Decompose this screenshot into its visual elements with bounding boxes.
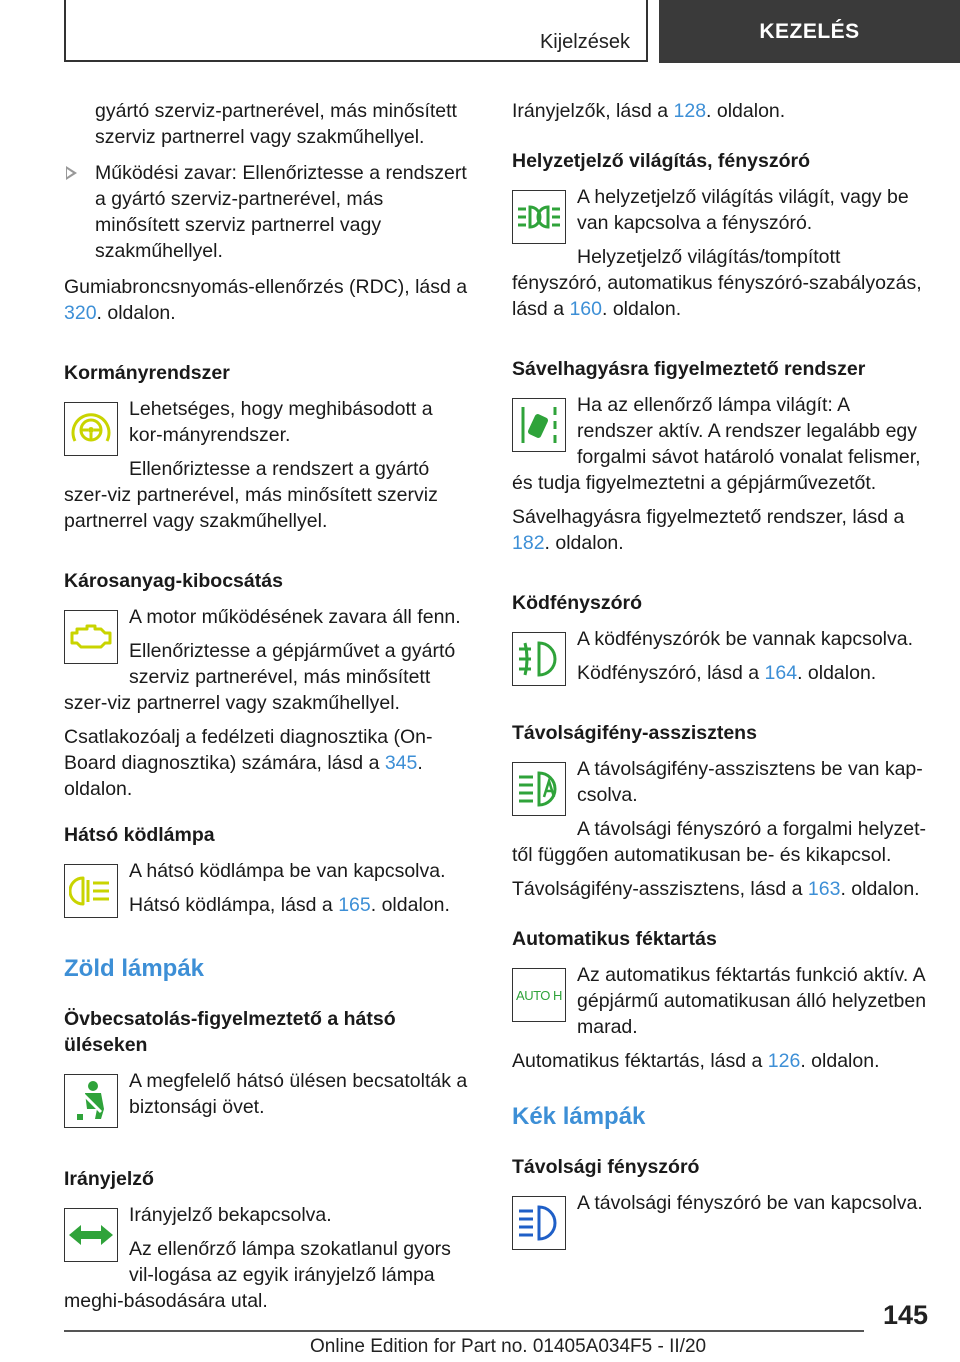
parking-text-1: A helyzetjelző világítás világít, vagy be van kapcsolva a fényszóró. bbox=[577, 186, 909, 234]
steering-warning-icon bbox=[64, 402, 118, 456]
hba-reference bbox=[512, 876, 930, 902]
highbeam-heading: Távolsági fényszóró bbox=[512, 1156, 700, 1178]
turn-reference bbox=[512, 98, 930, 124]
rear-fog-text-1: A hátsó ködlámpa be van kapcsolva. bbox=[129, 860, 446, 882]
emission-text-2: Ellenőriztesse a gépjárművet a gyártó szerviz partnerével, más minősített szer-viz partnerrel vagy szakműhellyel. bbox=[64, 640, 456, 714]
parking-entry bbox=[512, 184, 930, 322]
turn-text-2: Az ellenőrző lámpa szokatlanul gyors vil-logása az egyik irányjelző lámpa meghi-básodására utal. bbox=[64, 1238, 451, 1312]
autoh-entry bbox=[512, 962, 930, 1040]
rdc-reference bbox=[64, 274, 470, 326]
fog-page-link[interactable]: 164 bbox=[764, 662, 798, 684]
fog-ref-text: Ködfényszóró, lásd a bbox=[577, 662, 765, 684]
rear-fog-heading: Hátsó ködlámpa bbox=[64, 824, 215, 846]
parking-reference bbox=[512, 244, 930, 322]
lane-heading: Sávelhagyásra figyelmeztető rendszer bbox=[512, 358, 866, 380]
continued-text: gyártó szerviz-partnerével, más minősített szerviz partnerrel vagy szakműhellyel. bbox=[95, 100, 457, 148]
autoh-ref-end: . oldalon. bbox=[800, 1050, 880, 1072]
parking-page-link[interactable]: 160 bbox=[569, 298, 602, 320]
turn-page-link[interactable]: 128 bbox=[673, 100, 707, 122]
belt-entry bbox=[64, 1068, 470, 1120]
seatbelt-icon bbox=[64, 1074, 118, 1128]
fog-entry bbox=[512, 626, 930, 686]
obd-text: Csatlakozóalj a fedélzeti diagnosztika (On-Board diagnosztika) számára, lásd a bbox=[64, 726, 433, 774]
steering-heading: Kormányrendszer bbox=[64, 362, 230, 384]
parking-heading: Helyzetjelző világítás, fényszóró bbox=[512, 150, 811, 172]
rear-fog-page-link[interactable]: 165 bbox=[338, 894, 371, 916]
fog-heading: Ködfényszóró bbox=[512, 592, 643, 614]
turn-text-1: Irányjelző bekapcsolva. bbox=[129, 1204, 332, 1226]
rdc-page-link[interactable]: 320 bbox=[64, 302, 97, 324]
parking-light-icon bbox=[512, 190, 566, 244]
lane-page-link[interactable]: 182 bbox=[512, 532, 545, 554]
high-beam-icon bbox=[512, 1196, 566, 1250]
bullet-triangle-icon bbox=[66, 166, 77, 180]
auto-hold-icon-label: AUTO H bbox=[516, 987, 562, 1003]
lane-ref-text: Sávelhagyásra figyelmeztető rendszer, lásd a bbox=[512, 506, 905, 528]
footer-edition: Online Edition for Part no. 01405A034F5 - II/20 bbox=[310, 1336, 707, 1357]
turn-signal-icon bbox=[64, 1208, 118, 1262]
parking-ref-text: Helyzetjelző világítás/tompított fényszóró, automatikus fényszóró-szabályozás, lásd a bbox=[512, 246, 922, 320]
page-number: 145 bbox=[882, 1300, 928, 1330]
autoh-ref-text: Automatikus féktartás, lásd a bbox=[512, 1050, 768, 1072]
hba-heading: Távolságifény-asszisztens bbox=[512, 722, 757, 744]
fog-reference bbox=[512, 660, 930, 686]
hba-ref-text: Távolságifény-asszisztens, lásd a bbox=[512, 878, 808, 900]
rdc-text-end: . oldalon. bbox=[96, 302, 176, 324]
rear-fog-ref-text: Hátsó ködlámpa, lásd a bbox=[129, 894, 339, 916]
emission-entry bbox=[64, 604, 470, 716]
hba-ref-end: . oldalon. bbox=[840, 878, 920, 900]
rdc-text: Gumiabroncsnyomás-ellenőrzés (RDC), lásd a bbox=[64, 276, 468, 298]
highbeam-entry bbox=[512, 1190, 930, 1216]
rear-fog-icon bbox=[64, 864, 118, 918]
green-lamps-heading: Zöld lámpák bbox=[64, 955, 205, 982]
rear-fog-ref-end: . oldalon. bbox=[370, 894, 450, 916]
footer-rule bbox=[64, 1330, 864, 1332]
blue-lamps-heading: Kék lámpák bbox=[512, 1103, 646, 1130]
emission-text-1: A motor működésének zavara áll fenn. bbox=[129, 606, 461, 628]
bullet-text: Működési zavar: Ellenőriztesse a rendszert a gyártó szerviz-partnerével, más minősített szerviz partnerrel vagy szakműhellyel. bbox=[95, 162, 467, 262]
autoh-page-link[interactable]: 126 bbox=[767, 1050, 801, 1072]
steering-text-1: Lehetséges, hogy meghibásodott a kor-mányrendszer. bbox=[129, 398, 433, 446]
turn-entry bbox=[64, 1202, 470, 1314]
autoh-heading: Automatikus féktartás bbox=[512, 928, 717, 950]
autoh-reference bbox=[512, 1048, 930, 1074]
autoh-text-1: Az automatikus féktartás funkció aktív. A gépjármű automatikusan álló helyzetben marad. bbox=[577, 964, 927, 1038]
obd-text-end: . oldalon. bbox=[64, 752, 423, 800]
hba-text-2: A távolsági fényszóró a forgalmi helyzet-től függően automatikusan be- és kikapcsol. bbox=[512, 818, 927, 866]
hba-text-1: A távolságifény-asszisztens be van kap-csolva. bbox=[577, 758, 923, 806]
auto-hold-icon bbox=[512, 968, 566, 1022]
steering-text-2: Ellenőriztesse a rendszert a gyártó szer-viz partnerével, más minősített szerviz partnerrel vagy szakműhellyel. bbox=[64, 458, 438, 532]
front-fog-icon bbox=[512, 632, 566, 686]
header-section-title: Kijelzések bbox=[539, 31, 630, 53]
header-chapter-tab: KEZELÉS bbox=[659, 0, 960, 63]
turn-ref-text: Irányjelzők, lásd a bbox=[512, 100, 674, 122]
fog-ref-end: . oldalon. bbox=[797, 662, 877, 684]
lane-text-1: Ha az ellenőrző lámpa világít: A rendszer aktív. A rendszer legalább egy forgalmi sávot határoló vonalat felismer, és tudja figyelmeztetni a gépjárművezetőt. bbox=[512, 394, 921, 494]
parking-ref-end: . oldalon. bbox=[602, 298, 682, 320]
turn-ref-end: . oldalon. bbox=[706, 100, 786, 122]
belt-heading: Övbecsatolás-figyelmeztető a hátsó üléseken bbox=[64, 1008, 396, 1056]
lane-entry bbox=[512, 392, 930, 556]
hba-page-link[interactable]: 163 bbox=[807, 878, 841, 900]
lane-ref-end: . oldalon. bbox=[544, 532, 624, 554]
belt-text-1: A megfelelő hátsó ülésen becsatolták a biztonsági övet. bbox=[129, 1070, 468, 1118]
turn-heading: Irányjelző bbox=[64, 1168, 154, 1190]
obd-reference bbox=[64, 724, 470, 802]
steering-entry bbox=[64, 396, 470, 534]
fog-text-1: A ködfényszórók be vannak kapcsolva. bbox=[577, 628, 914, 650]
hba-entry bbox=[512, 756, 930, 868]
highbeam-text-1: A távolsági fényszóró be van kapcsolva. bbox=[577, 1192, 923, 1214]
bullet-item bbox=[64, 160, 470, 264]
engine-check-icon bbox=[64, 610, 118, 664]
high-beam-assist-icon bbox=[512, 762, 566, 816]
obd-page-link[interactable]: 345 bbox=[384, 752, 418, 774]
rear-fog-reference bbox=[64, 892, 470, 918]
lane-departure-icon bbox=[512, 398, 566, 452]
left-column bbox=[64, 98, 470, 1322]
lane-reference bbox=[512, 504, 930, 556]
rear-fog-entry bbox=[64, 858, 470, 918]
right-column bbox=[512, 98, 930, 1254]
emission-heading: Károsanyag-kibocsátás bbox=[64, 570, 283, 592]
